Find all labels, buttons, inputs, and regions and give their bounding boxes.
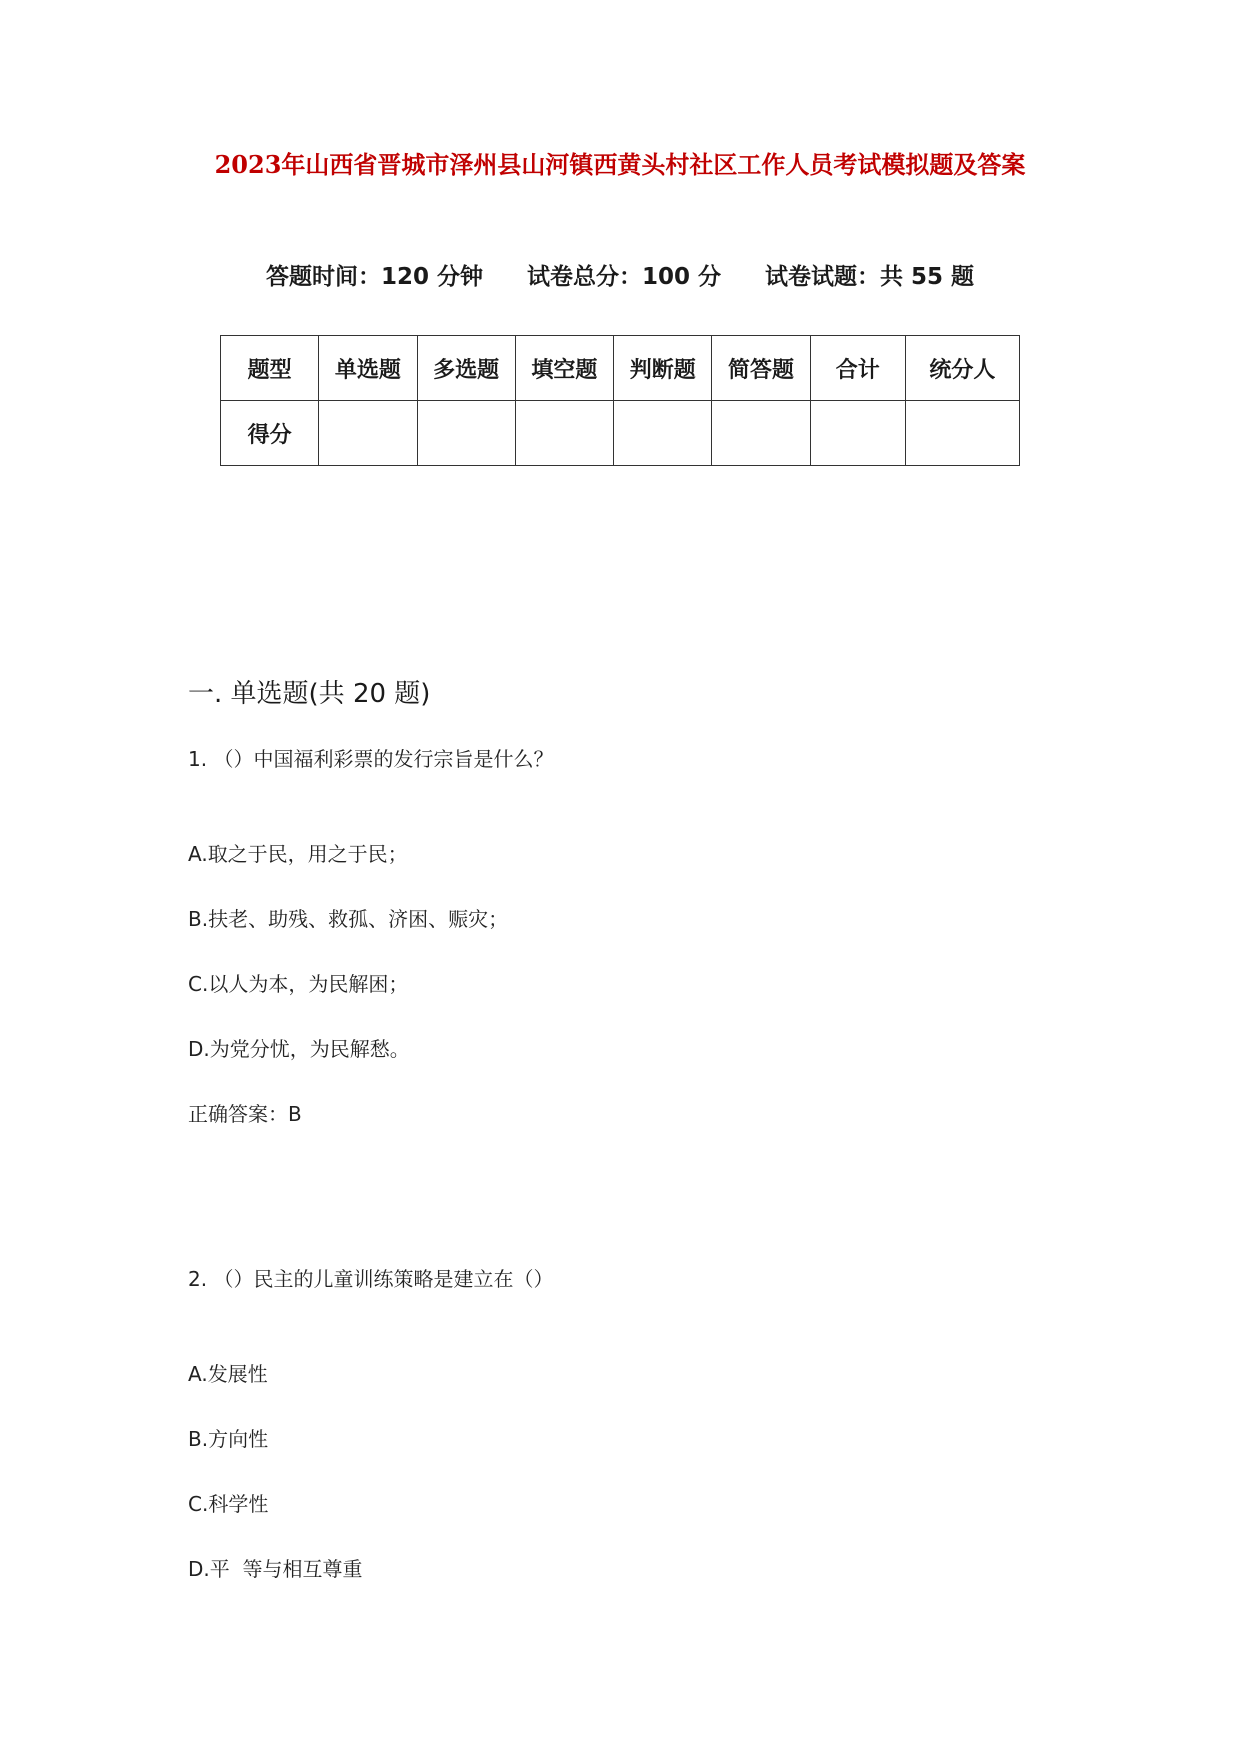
question-option: C.以人为本，为民解困；: [188, 972, 409, 996]
question-stem: 2. （）民主的儿童训练策略是建立在（）: [188, 1267, 554, 1291]
header-cell-type: 题型: [221, 336, 319, 401]
score-cell-short-answer: [712, 401, 810, 466]
exam-time: 答题时间：120 分钟: [265, 264, 483, 290]
exam-question-count: 试卷试题：共 55 题: [765, 264, 975, 290]
question-option: A.取之于民，用之于民；: [188, 842, 408, 866]
exam-total-score: 试卷总分：100 分: [526, 264, 722, 290]
question-option: B.方向性: [188, 1427, 269, 1451]
score-cell-fill-blank: [515, 401, 613, 466]
question-option: D.平 等与相互尊重: [188, 1557, 363, 1581]
exam-meta: [0, 260, 1240, 294]
score-cell-single-choice: [319, 401, 417, 466]
score-cell-multiple-choice: [417, 401, 515, 466]
score-table-score-row: [221, 401, 1020, 466]
header-cell-multiple-choice: 多选题: [417, 336, 515, 401]
header-cell-single-choice: 单选题: [319, 336, 417, 401]
score-cell-total: [810, 401, 905, 466]
question-option: D.为党分忧，为民解愁。: [188, 1037, 410, 1061]
score-cell-scorer: [905, 401, 1019, 466]
question-answer: 正确答案：B: [188, 1102, 302, 1126]
section-heading: 一. 单选题(共 20 题): [188, 679, 431, 709]
header-cell-fill-blank: 填空题: [515, 336, 613, 401]
score-table: [220, 335, 1020, 466]
header-cell-scorer: 统分人: [905, 336, 1019, 401]
score-row-label: 得分: [221, 401, 319, 466]
question-stem: 1. （）中国福利彩票的发行宗旨是什么？: [188, 747, 554, 771]
header-cell-short-answer: 简答题: [712, 336, 810, 401]
document-title: 2023年山西省晋城市泽州县山河镇西黄头村社区工作人员考试模拟题及答案: [214, 150, 1026, 179]
question-option: C.科学性: [188, 1492, 269, 1516]
question-option: B.扶老、助残、救孤、济困、赈灾；: [188, 907, 509, 931]
question-option: A.发展性: [188, 1362, 268, 1386]
score-cell-true-false: [614, 401, 712, 466]
header-cell-total: 合计: [810, 336, 905, 401]
score-table-header-row: [221, 336, 1020, 401]
header-cell-true-false: 判断题: [614, 336, 712, 401]
